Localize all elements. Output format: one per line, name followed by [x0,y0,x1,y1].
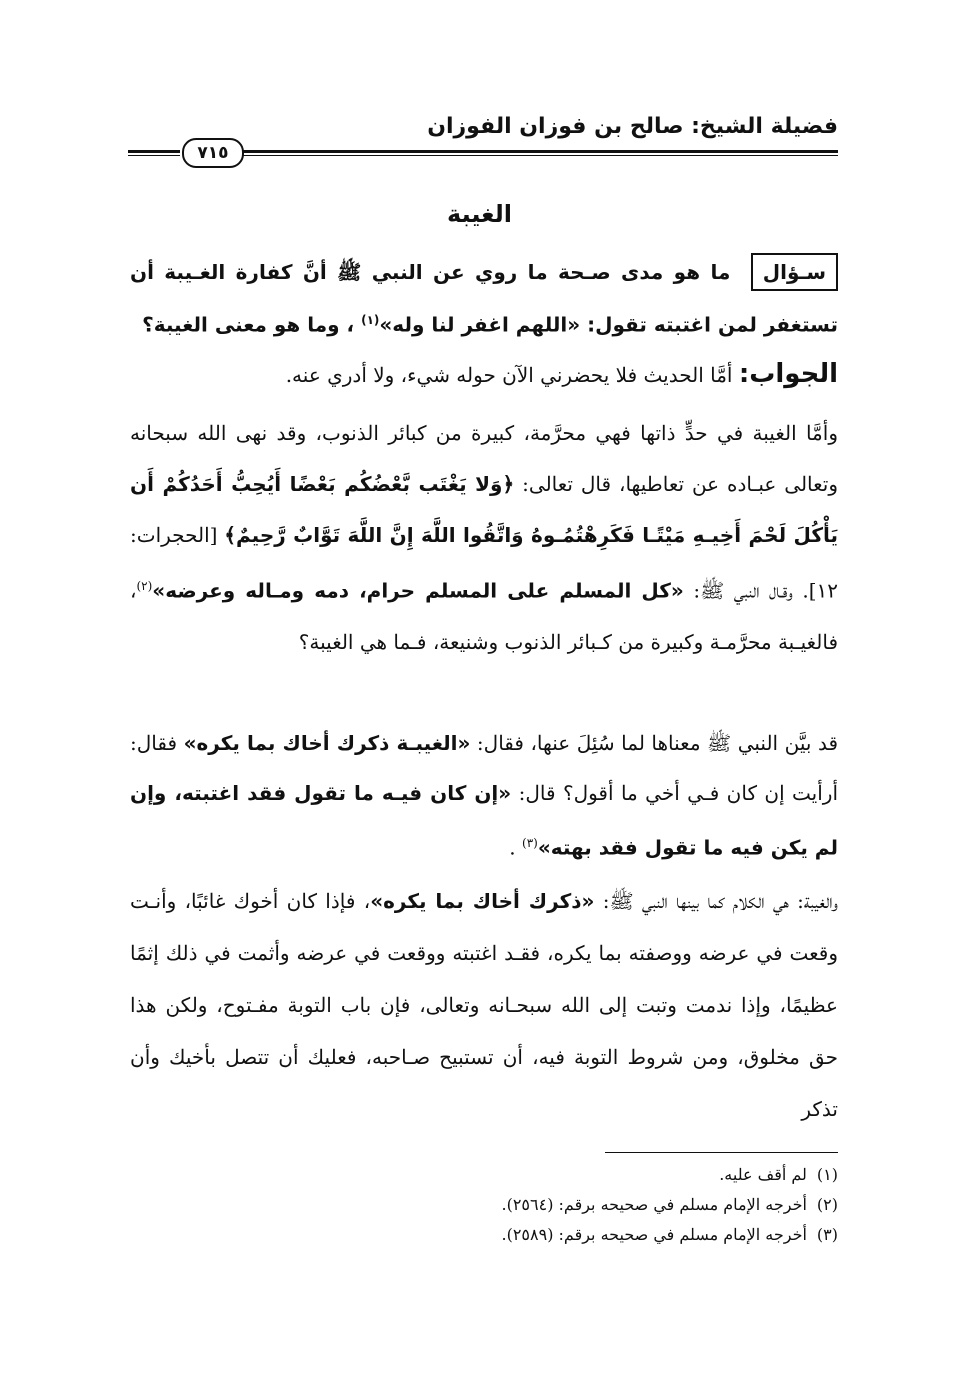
paragraph-text: ، فإذا كان أخوك غائبًا، وأنـت وقعت في عرضه ووصفته بما يكره، فقـد اغتبته ووقعت في عرضه وأثمت في ذلك إثمًا عظيمًا، وإذا ندمت وتبت إلى الله سبحـانه وتعالى، فإن باب التوبة مفـتوح، ولكن هذا حق مخلوق، ومن شروط التوبة فيه، أن تستبيح صـاحبه، فعليك أن تتصل بأخيك وأن تذكر [130,889,838,1121]
answer-paragraph-1 [130,350,838,399]
header-rule-short [128,150,180,156]
header-rule [243,150,838,156]
footnote-ref: (٣) [522,836,538,850]
paragraph-text: والغيبة: هي الكلام كما بينها النبي ﷺ: [602,889,839,913]
question-paragraph [130,248,838,349]
footnote-divider [605,1152,838,1153]
footnote [300,1160,838,1190]
footnote-text: أخرجه الإمام مسلم في صحيحه برقم: (٢٥٨٩). [501,1225,807,1244]
hadith-quote: «ذكرك أخاك بما يكره» [370,889,595,913]
paragraph-text: ، فالغيـبة محرَّمـة وكبيرة من كـبائر الذنوب وشنيعة، فـما هي الغيبة؟ [130,578,838,654]
footnote-ref: (١) [361,313,380,327]
answer-text: أمَّا الحديث فلا يحضرني الآن حوله شيء، ولا أدري عنه. [285,363,733,387]
answer-label: الجواب: [738,359,838,389]
footnote-number: (١) [816,1165,838,1184]
footnote [300,1190,838,1220]
paragraph-text: وقـال النبي ﷺ: [693,578,793,603]
footnote-number: (٣) [816,1225,838,1244]
footnote-text: أخرجه الإمام مسلم في صحيحه برقم: (٢٥٦٤). [501,1195,807,1214]
footnote-number: (٢) [816,1195,838,1214]
question-label-box: سـؤال [751,253,838,291]
question-tail: ، وما هو معنى الغيبة؟ [142,312,355,337]
footnotes [300,1160,838,1250]
paragraph-text: وأمَّا الغيبة في حدٍّ ذاتها فهي محرَّمة، كبيرة من كبائر الذنوب، وقد نهى الله سبحانه وتعالى عبـاده عن تعاطيها، قال تعالى: [130,421,839,496]
footnote-ref: (٢) [136,579,153,593]
hadith-quote: «الغيبـة ذكرك أخاك بما يكره» [183,731,471,755]
page-header [128,100,838,180]
answer-paragraph-2 [130,408,838,668]
running-title: فضيلة الشيخ: صالح بن فوزان الفوزان [427,114,838,139]
footnote [300,1220,838,1250]
answer-paragraph-3 [130,718,838,873]
paragraph-text: فقال: أرأيت إن كان فـي أخي ما أقول؟ قال: [130,731,839,805]
footnote-text: لم أقف عليه. [719,1165,807,1184]
paragraph-text: قد بيَّن النبي ﷺ معناها لما سُئِلَ عنها، فقال: [476,731,839,755]
question-text: ما هو مدى صـحة ما روي عن النبي ﷺ أنَّ كفارة الغـيبة أن تستغفر لمن اغتبته تقول: «اللهم اغفر لنا وله» [130,260,838,337]
hadith-quote: «إن كان فيـه ما تقول فقد اغتبته، وإن لم يكن فيه ما تقول فقد بهته» [130,781,838,860]
section-title: الغيبة [447,200,512,228]
page-number: ٧١٥ [182,138,244,168]
paragraph-text: . [509,835,516,860]
quran-verse: ﴿وَلا يَغْتَب بَّعْضُكُم بَعْضًا أَيُحِبُّ أَحَدُكُمْ أَن يَأْكُلَ لَحْمَ أَخِيـهِ مَيْتًـا فَكَرِهْتُمُـوهُ وَاتَّقُوا اللَّهَ إِنَّ اللَّهَ تَوَّابٌ رَّحِيمٌ﴾ [130,472,839,547]
hadith-quote: «كل المسلم على المسلم حرام، دمه ومـاله وعرضه» [152,578,684,603]
answer-paragraph-4 [130,875,838,1135]
verse-source: [الحجرات: ١٢]. [130,523,839,603]
